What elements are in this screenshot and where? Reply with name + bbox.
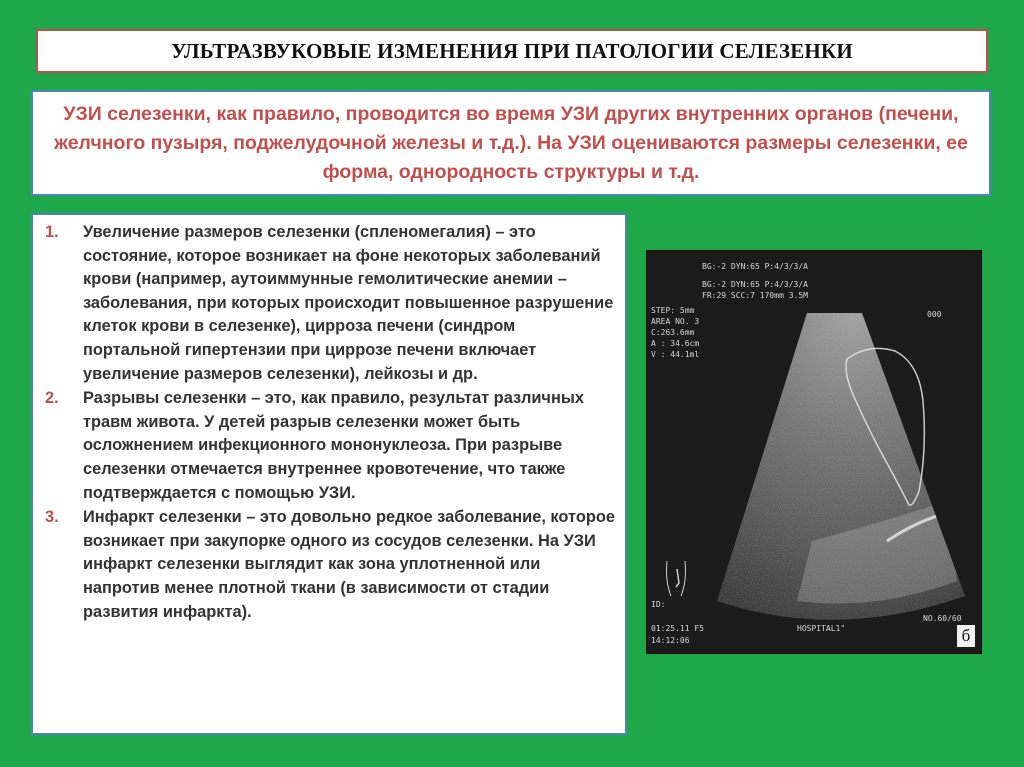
depth-readout: 000 xyxy=(927,310,942,319)
list-item-number: 2. xyxy=(45,389,59,408)
ultrasound-scan xyxy=(647,251,982,654)
hospital-readout: HOSPITAL1" xyxy=(797,624,846,633)
a-readout: A : 34.6cm xyxy=(651,339,700,348)
step-readout: STEP: 5mm xyxy=(651,306,695,315)
area-readout: AREA NO. 3 xyxy=(651,317,700,326)
list-item-number: 3. xyxy=(45,508,59,527)
list-item xyxy=(41,506,615,624)
list-item-number: 1. xyxy=(45,223,59,241)
list-box xyxy=(31,213,627,735)
list-item xyxy=(41,221,615,386)
list-item-text: Разрывы селезенки – это, как правило, результат различных травм живота. У детей разрыв селезенки может быть осложнением инфекционного мононуклеоза. При разрыве селезенки отмечается внутреннее кровотечение, что также подтверждается с помощью УЗИ. xyxy=(83,389,584,502)
header-line-2: BG:-2 DYN:65 P:4/3/3/A xyxy=(702,280,808,289)
panel-label: б xyxy=(957,625,975,647)
ultrasound-image xyxy=(646,250,982,654)
id-readout: ID: xyxy=(651,600,666,609)
list-item xyxy=(41,387,615,505)
v-readout: V : 44.1ml xyxy=(651,350,700,359)
list-item-text: Увеличение размеров селезенки (спленомегалия) – это состояние, которое возникает на фоне некоторых заболеваний крови (например, аутоиммунные гемолитические анемии – заболевания, при которых происходит повышенное разрушение клеток крови в селезенке), цирроза печени (синдром портальной гипертензии при циррозе печени включает увеличение размеров селезенки), лейкозы и др. xyxy=(83,223,614,383)
header-line-1: BG:-2 DYN:65 P:4/3/3/A xyxy=(702,262,808,271)
page-title: УЛЬТРАЗВУКОВЫЕ ИЗМЕНЕНИЯ ПРИ ПАТОЛОГИИ СЕЛЕЗЕНКИ xyxy=(171,38,853,63)
list-item-text: Инфаркт селезенки – это довольно редкое заболевание, которое возникает при закупорке одного из сосудов селезенки. На УЗИ инфаркт селезенки выглядит как зона уплотненной или напротив менее плотной ткани (в зависимости от стадии развития инфаркта). xyxy=(83,508,615,621)
pathology-list xyxy=(41,221,615,624)
c-readout: C:263.6mm xyxy=(651,328,695,337)
time-readout-2: 14:12:06 xyxy=(651,636,690,645)
header-line-3: FR:29 SCC:7 170mm 3.5M xyxy=(702,291,808,300)
intro-text: УЗИ селезенки, как правило, проводится во время УЗИ других внутренних органов (печени, желчного пузыря, поджелудочной железы и т.д.). На УЗИ оцениваются размеры селезенки, ее форма, однородность структуры и т.д. xyxy=(54,103,968,183)
intro-box xyxy=(31,90,991,196)
frame-readout: NO.60/60 xyxy=(923,614,962,623)
time-readout-1: 01:25.11 F5 xyxy=(651,624,704,633)
title-box xyxy=(36,29,988,73)
